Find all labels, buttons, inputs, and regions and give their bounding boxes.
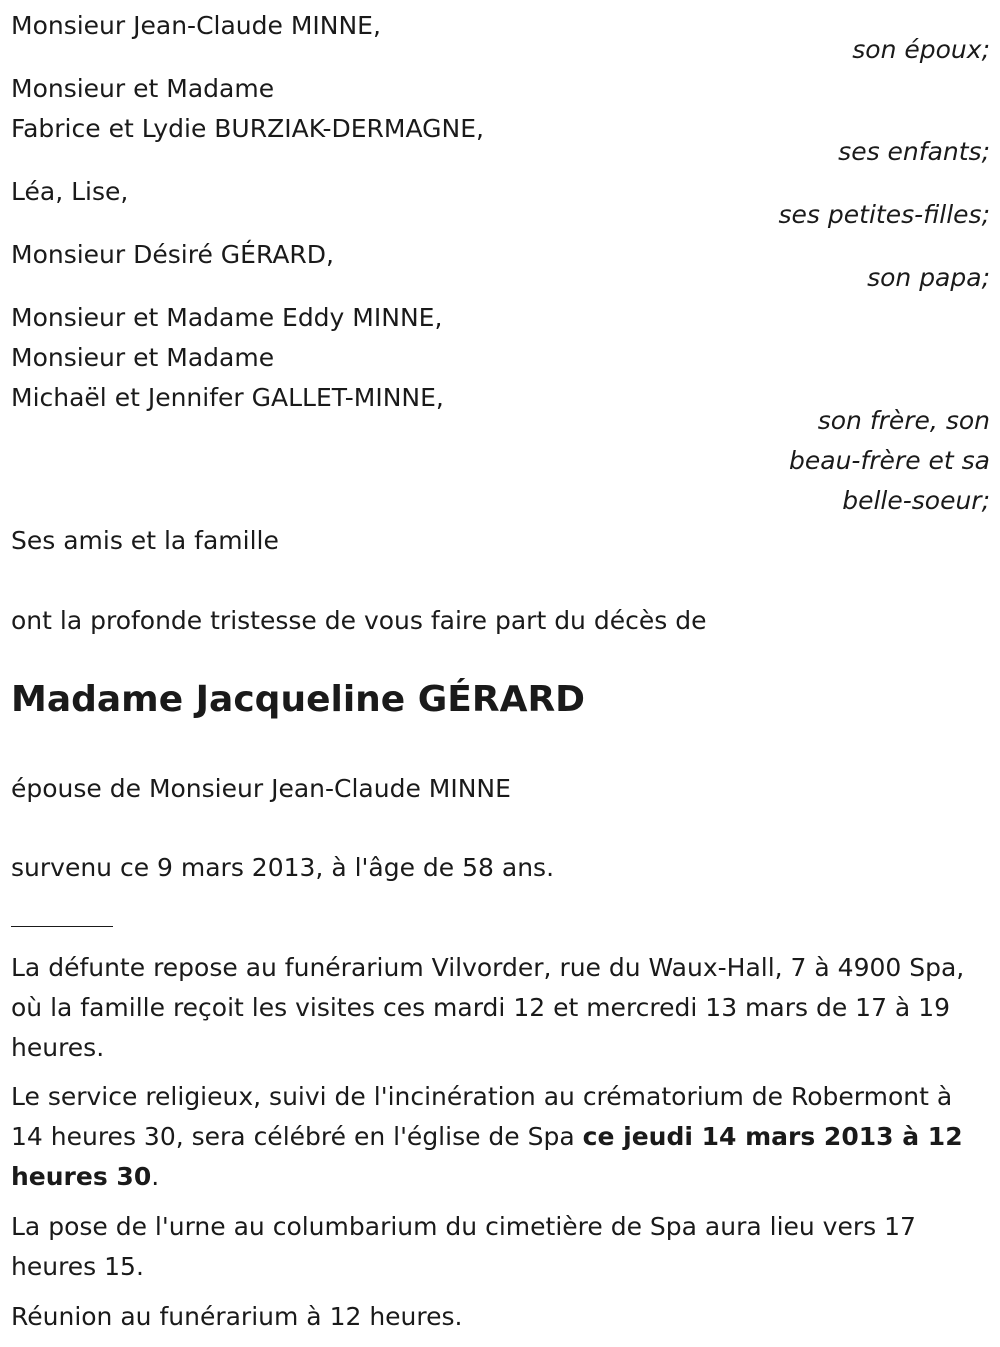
service-datetime: ce jeudi 14 mars 2013 à 12 heures 30	[11, 1122, 963, 1191]
spouse-line: épouse de Monsieur Jean-Claude MINNE	[11, 774, 511, 803]
relation-label: beau-frère et sa	[789, 446, 990, 475]
family-line: Monsieur et Madame Eddy MINNE,	[11, 303, 443, 332]
family-line: Monsieur Désiré GÉRARD,	[11, 240, 334, 269]
reunion-paragraph: Réunion au funérarium à 12 heures.	[11, 1302, 463, 1331]
relation-label: son papa;	[867, 263, 990, 292]
family-line: Fabrice et Lydie BURZIAK-DERMAGNE,	[11, 114, 484, 143]
family-line: Michaël et Jennifer GALLET-MINNE,	[11, 383, 444, 412]
family-line: Monsieur et Madame	[11, 343, 275, 372]
relation-label: ses petites-filles;	[778, 200, 990, 229]
service-end: .	[151, 1162, 160, 1191]
family-line: Monsieur et Madame	[11, 74, 275, 103]
deceased-name: Madame Jacqueline GÉRARD	[11, 679, 586, 720]
announcement-text: ont la profonde tristesse de vous faire part du décès de	[11, 606, 707, 635]
family-line: Monsieur Jean-Claude MINNE,	[11, 11, 381, 40]
separator-rule	[11, 926, 113, 927]
death-date-line: survenu ce 9 mars 2013, à l'âge de 58 ans.	[11, 853, 555, 882]
visitation-paragraph: La défunte repose au funérarium Vilvorder, rue du Waux-Hall, 7 à 4900 Spa, où la famille reçoit les visites ces mardi 12 et mercredi 13 mars de 17 à 19 heures.	[11, 953, 965, 1062]
service-paragraph	[11, 1077, 991, 1197]
relation-label: belle-soeur;	[842, 486, 990, 515]
urn-paragraph: La pose de l'urne au columbarium du cimetière de Spa aura lieu vers 17 heures 15.	[11, 1212, 916, 1281]
family-line: Léa, Lise,	[11, 177, 129, 206]
relation-label: son frère, son	[817, 406, 990, 435]
relation-label: son époux;	[852, 35, 990, 64]
relation-label: ses enfants;	[838, 137, 990, 166]
friends-line: Ses amis et la famille	[11, 526, 279, 555]
service-text: Le service religieux, suivi de l'incinération au crématorium de Robermont à 14 heures 30, sera célébré en l'église de Spa	[11, 1082, 953, 1151]
